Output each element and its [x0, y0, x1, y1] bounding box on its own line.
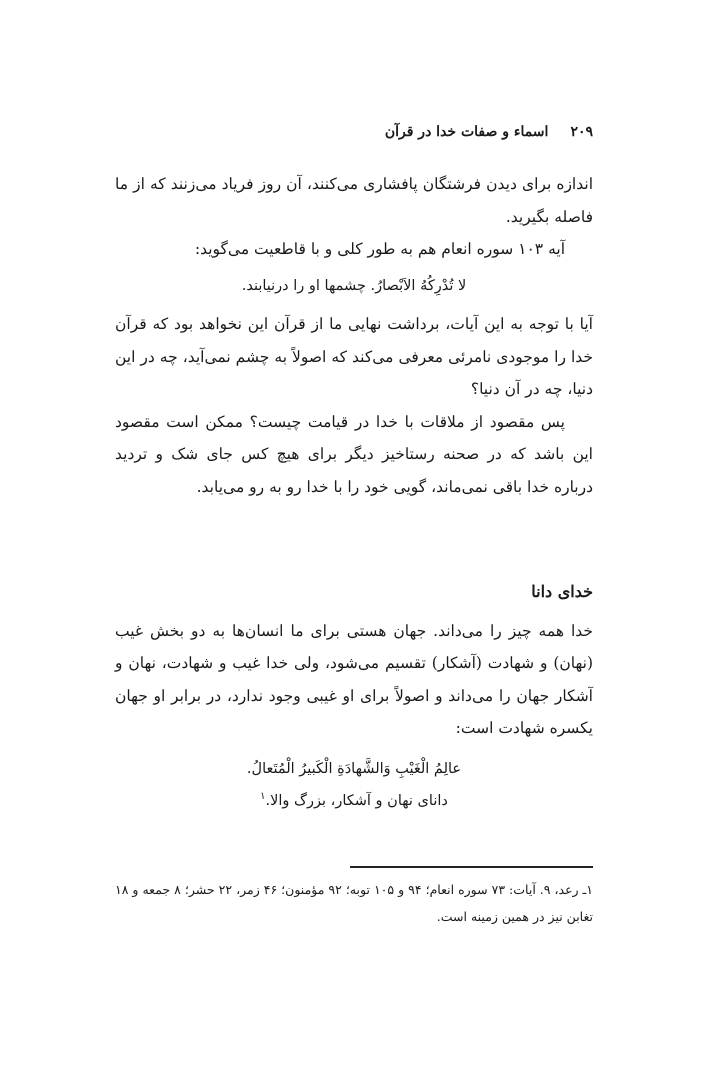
footnote-section [115, 876, 593, 930]
footnote-mark: ۱ [260, 791, 266, 803]
running-title: اسماء و صفات خدا در قرآن [384, 124, 549, 140]
paragraph: خدا همه چیز را می‌داند. جهان هستی برای ما انسان‌ها به دو بخش غیب (نهان) و شهادت (آشکار) تقسیم می‌شود، ولی خدا غیب و شهادت، نهان و آشکار جهان را می‌داند و اصولاً برای او غیبی وجود ندارد، در برابر او جهان یکسره شهادت است: [115, 621, 593, 737]
paragraph: آیه ۱۰۳ سوره انعام هم به طور کلی و با قاطعیت می‌گوید: [194, 240, 565, 258]
page-number: ۲۰۹ [570, 124, 593, 140]
footnote: ۱ـ رعد، ۹. آیات: ۷۳ سوره انعام؛ ۹۴ و ۱۰۵ توبه؛ ۹۲ مؤمنون؛ ۴۶ زمر، ۲۲ حشر؛ ۸ جمعه و ۱۸ تغابن نیز در همین زمینه است. [115, 882, 593, 924]
quran-quote-arabic: عالِمُ الْغَیْبِ وَالشَّهادَةِ الْکَبیرُ الْمُتَعالُ. [246, 760, 462, 777]
main-text-section-1 [115, 168, 593, 503]
page-header [115, 118, 593, 146]
quran-quote: لا تُدْرِکُهُ الاَبْصارُ. چشمها او را درنیابند. [241, 277, 467, 294]
footnote-divider [350, 866, 593, 868]
paragraph: اندازه برای دیدن فرشتگان پافشاری می‌کنند، آن روز فریاد می‌زنند که از ما فاصله بگیرید. [115, 175, 593, 226]
main-text-section-2 [115, 576, 593, 818]
paragraph: آیا با توجه به این آیات، برداشت نهایی ما از قرآن این نخواهد بود که قرآن خدا را موجودی نامرئی معرفی می‌کند که اصولاً به چشم نمی‌آید، چه در این دنیا، چه در آن دنیا؟ [115, 315, 593, 398]
quran-quote-translation [115, 785, 593, 818]
paragraph: پس مقصود از ملاقات با خدا در قیامت چیست؟ ممکن است مقصود این باشد که در صحنه رستاخیز دیگر برای هیچ کس جای شک و تردید درباره خدا باقی نمی‌ماند، گویی خود را با خدا رو به رو می‌یابد. [115, 412, 593, 496]
translation-text: دانای نهان و آشکار، بزرگ والا. [265, 793, 448, 809]
section-heading: خدای دانا [531, 582, 593, 601]
